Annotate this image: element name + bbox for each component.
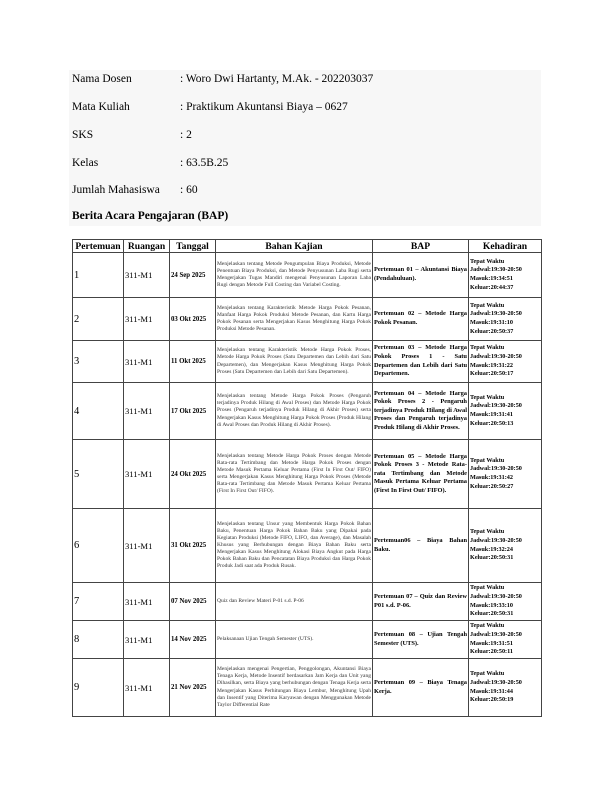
info-label: Kelas — [72, 157, 99, 169]
date: 24 Sep 2025 — [170, 253, 216, 298]
study-material: Menjelaskan tentang Karakteristik Metode Harga Pokok Pesanan, Manfaat Harga Pokok Produksi Metode Pesanan, dan Kartu Harga Pokok Pesanan serta Mengerjakan Kasus Menghitung Harga Pokok Produksi Metode Pesanan. — [216, 298, 373, 341]
study-material: Menjelaskan tentang Metode Pengumpulan Biaya Produksi, Metode Penentuan Biaya Produksi, dan Metode Penyusunan Laba Rugi serta Mengerjakan Tugas Mandiri mengenai Penyusunan Laporan Laba Rugi dengan Metode Full Costing dan Variabel Costing. — [216, 253, 373, 298]
room: 311-M1 — [124, 583, 170, 621]
info-label: Jumlah Mahasiswa — [72, 184, 160, 196]
lecturer-info-panel — [69, 70, 541, 226]
bap-entry: Pertemuan 01 – Akuntansi Biaya (Pendahuluan). — [373, 253, 469, 298]
attendance — [469, 659, 542, 717]
room: 311-M1 — [124, 440, 170, 509]
header-kehadiran: Kehadiran — [469, 240, 542, 253]
study-material: Menjelaskan tentang Metode Harga Pokok Proses dengan Metode Rata-rata Tertimbang dan Metode Harga Pokok Proses dengan Metode Masuk Pertama Keluar Pertama (First In First Out/ FIFO) serta Mengerjakan Kasus Menghitung Harga Pokok Proses (Metode Rata-rata Tertimbang dan Metode Masuk Pertama Keluar Pertama (First In First Out/ FIFO). — [216, 440, 373, 509]
attendance-out: Keluar:20:44:37 — [470, 283, 514, 291]
attendance-schedule: Jadwal:19:30-20:50 — [470, 678, 522, 686]
bap-entry: Pertemuan 08 – Ujian Tengah Semester (UTS). — [373, 621, 469, 659]
bap-entry: Pertemuan 02 – Metode Harga Pokok Pesanan. — [373, 298, 469, 341]
attendance-status: Tepat Waktu — [470, 301, 505, 309]
meeting-number: 2 — [73, 298, 124, 341]
meeting-number: 3 — [73, 341, 124, 383]
attendance-in: Masuk:19:31:42 — [470, 474, 513, 481]
date: 31 Okt 2025 — [170, 509, 216, 583]
attendance-schedule: Jadwal:19:30-20:50 — [470, 536, 522, 544]
header-ruangan: Ruangan — [124, 240, 170, 253]
attendance-in: Masuk:19:31:41 — [470, 411, 513, 418]
attendance — [469, 341, 542, 383]
table-row — [73, 621, 542, 659]
room: 311-M1 — [124, 509, 170, 583]
info-label: Mata Kuliah — [72, 101, 130, 113]
study-material: Menjelaskan tentang Unsur yang Membentuk Harga Pokok Bahan Baku, Penentuan Harga Pokok Bahan Baku yang Dipakai pada Kegiatan Produksi (Metode FIFO, LIFO, dan Average), dan Masalah Khusus yang Berhubungan dengan Biaya Bahan Baku serta Mengerjakan Kasus Menghitung Alokasi Biaya Angkut pada Harga Pokok Bahan Baku dan Pencatatan Biaya Produksi dan Harga Pokok Produk Jadi saat ada Produk Rusak. — [216, 509, 373, 583]
room: 311-M1 — [124, 341, 170, 383]
study-material: Menjelaskan mengenai Pengertian, Penggolongan, Akuntansi Biaya Tenaga Kerja, Metode Insentif berdasarkan Jam Kerja dan Unit yang Dihasilkan, serta Biaya yang berhubungan dengan Tenaga Kerja serta Mengerjakan Kasus Perhitungan Biaya Lembur, Menghitung Upah dan Insentif yang Diterima Karyawan dengan Menggunakan Metode Taylor Differential Rate — [216, 659, 373, 717]
attendance-status: Tepat Waktu — [470, 584, 505, 592]
room: 311-M1 — [124, 659, 170, 717]
attendance-status: Tepat Waktu — [470, 456, 505, 464]
table-row — [73, 298, 542, 341]
attendance-schedule: Jadwal:19:30-20:50 — [470, 266, 522, 274]
table-row — [73, 583, 542, 621]
attendance-in: Masuk:19:34:51 — [470, 275, 513, 282]
meeting-number: 7 — [73, 583, 124, 621]
study-material: Pelaksanaan Ujian Tengah Semester (UTS). — [216, 621, 373, 659]
attendance-status: Tepat Waktu — [470, 393, 505, 401]
attendance-schedule: Jadwal:19:30-20:50 — [470, 630, 522, 638]
attendance-in: Masuk:19:32:24 — [470, 545, 513, 553]
meeting-number: 5 — [73, 440, 124, 509]
table-row — [73, 253, 542, 298]
info-value: : 2 — [180, 129, 192, 141]
table-row — [73, 509, 542, 583]
attendance-out: Keluar:20:50:27 — [470, 482, 514, 490]
info-value: : 63.5B.25 — [180, 157, 229, 169]
meeting-number: 4 — [73, 383, 124, 440]
attendance — [469, 621, 542, 659]
attendance-schedule: Jadwal:19:30-20:50 — [470, 592, 522, 600]
date: 17 Okt 2025 — [170, 383, 216, 440]
table-row — [73, 341, 542, 383]
study-material: Menjelaskan tentang Karakteristik Metode Harga Pokok Proses, Metode Harga Pokok Proses (Satu Departemen dan Lebih dari Satu Departemen), dan Mengerjakan Kasus Menghitung Harga Pokok Proses (Satu Departemen dan Lebih dari Satu Departemen). — [216, 341, 373, 383]
meeting-number: 8 — [73, 621, 124, 659]
attendance-status: Tepat Waktu — [470, 257, 505, 265]
meeting-number: 6 — [73, 509, 124, 583]
attendance-out: Keluar:20:50:31 — [470, 554, 514, 562]
info-label: Nama Dosen — [72, 73, 132, 85]
bap-entry: Pertemuan 05 – Metode Harga Pokok Proses 3 - Metode Rata-rata Tertimbang dan Metode Masuk Pertama Keluar Pertama (First In First Out/ FIFO). — [373, 440, 469, 509]
bap-entry: Pertemuan 09 – Biaya Tenaga Kerja. — [373, 659, 469, 717]
attendance-status: Tepat Waktu — [470, 528, 505, 536]
study-material: Quiz dan Review Materi P-01 s.d. P-06 — [216, 583, 373, 621]
attendance-schedule: Jadwal:19:30-20:50 — [470, 402, 522, 410]
bap-entry: Pertemuan 03 – Metode Harga Pokok Proses 1 - Satu Departemen dan Lebih dari Satu Departemen. — [373, 341, 469, 383]
attendance-in: Masuk:19:31:22 — [470, 361, 513, 369]
attendance-schedule: Jadwal:19:30-20:50 — [470, 465, 522, 473]
attendance-schedule: Jadwal:19:30-20:50 — [470, 310, 522, 318]
attendance-status: Tepat Waktu — [470, 670, 505, 678]
attendance-schedule: Jadwal:19:30-20:50 — [470, 352, 522, 360]
header-pertemuan: Pertemuan — [73, 240, 124, 253]
room: 311-M1 — [124, 383, 170, 440]
attendance-in: Masuk:19:33:10 — [470, 601, 513, 609]
date: 14 Nov 2025 — [170, 621, 216, 659]
meeting-number: 9 — [73, 659, 124, 717]
attendance — [469, 383, 542, 440]
attendance-status: Tepat Waktu — [470, 344, 505, 352]
meeting-number: 1 — [73, 253, 124, 298]
header-tanggal: Tanggal — [170, 240, 216, 253]
info-value: : 60 — [180, 184, 198, 196]
study-material: Menjelaskan tentang Metode Harga Pokok Proses (Pengaruh terjadinya Produk Hilang di Awal Proses) dan Metode Harga Pokok Proses (Pengaruh terjadinya Produk Hilang di Akhir Proses) serta Mengerjakan Kasus Menghitung Harga Pokok Proses (Produk Hilang di Awal Proses dan Produk Hilang di Akhir Proses). — [216, 383, 373, 440]
date: 21 Nov 2025 — [170, 659, 216, 717]
attendance-status: Tepat Waktu — [470, 622, 505, 630]
attendance-in: Masuk:19:31:51 — [470, 639, 513, 647]
attendance-out: Keluar:20:50:31 — [470, 610, 514, 618]
attendance-in: Masuk:19:31:10 — [470, 319, 513, 326]
attendance-out: Keluar:20:50:11 — [470, 648, 513, 656]
attendance-in: Masuk:19:31:44 — [470, 687, 513, 695]
attendance — [469, 583, 542, 621]
date: 11 Okt 2025 — [170, 341, 216, 383]
attendance-out: Keluar:20:50:19 — [470, 696, 514, 704]
date: 03 Okt 2025 — [170, 298, 216, 341]
header-bahan-kajian: Bahan Kajian — [216, 240, 373, 253]
room: 311-M1 — [124, 298, 170, 341]
table-row — [73, 383, 542, 440]
attendance-out: Keluar:20:50:13 — [470, 419, 514, 427]
attendance — [469, 298, 542, 341]
room: 311-M1 — [124, 621, 170, 659]
date: 24 Okt 2025 — [170, 440, 216, 509]
info-value: : Woro Dwi Hartanty, M.Ak. - 202203037 — [180, 73, 374, 85]
bap-entry: Pertemuan 07 – Quiz dan Review P01 s.d. P-06. — [373, 583, 469, 621]
info-value: : Praktikum Akuntansi Biaya – 0627 — [180, 101, 348, 113]
table-row — [73, 659, 542, 717]
attendance — [469, 440, 542, 509]
date: 07 Nov 2025 — [170, 583, 216, 621]
attendance — [469, 509, 542, 583]
attendance-out: Keluar:20:50:37 — [470, 327, 514, 335]
section-title: Berita Acara Pengajaran (BAP) — [72, 210, 229, 222]
table-row — [73, 440, 542, 509]
room: 311-M1 — [124, 253, 170, 298]
table-header-row — [73, 240, 542, 253]
header-bap: BAP — [373, 240, 469, 253]
attendance — [469, 253, 542, 298]
attendance-out: Keluar:20:50:17 — [470, 370, 514, 378]
bap-entry: Pertemuan06 – Biaya Bahan Baku. — [373, 509, 469, 583]
bap-entry: Pertemuan 04 – Metode Harga Pokok Proses 2 - Pengaruh terjadinya Produk Hilang di Awal Proses dan Pengaruh terjadinya Produk Hilang di Akhir Proses. — [373, 383, 469, 440]
bap-table — [72, 239, 542, 717]
info-label: SKS — [72, 129, 94, 141]
